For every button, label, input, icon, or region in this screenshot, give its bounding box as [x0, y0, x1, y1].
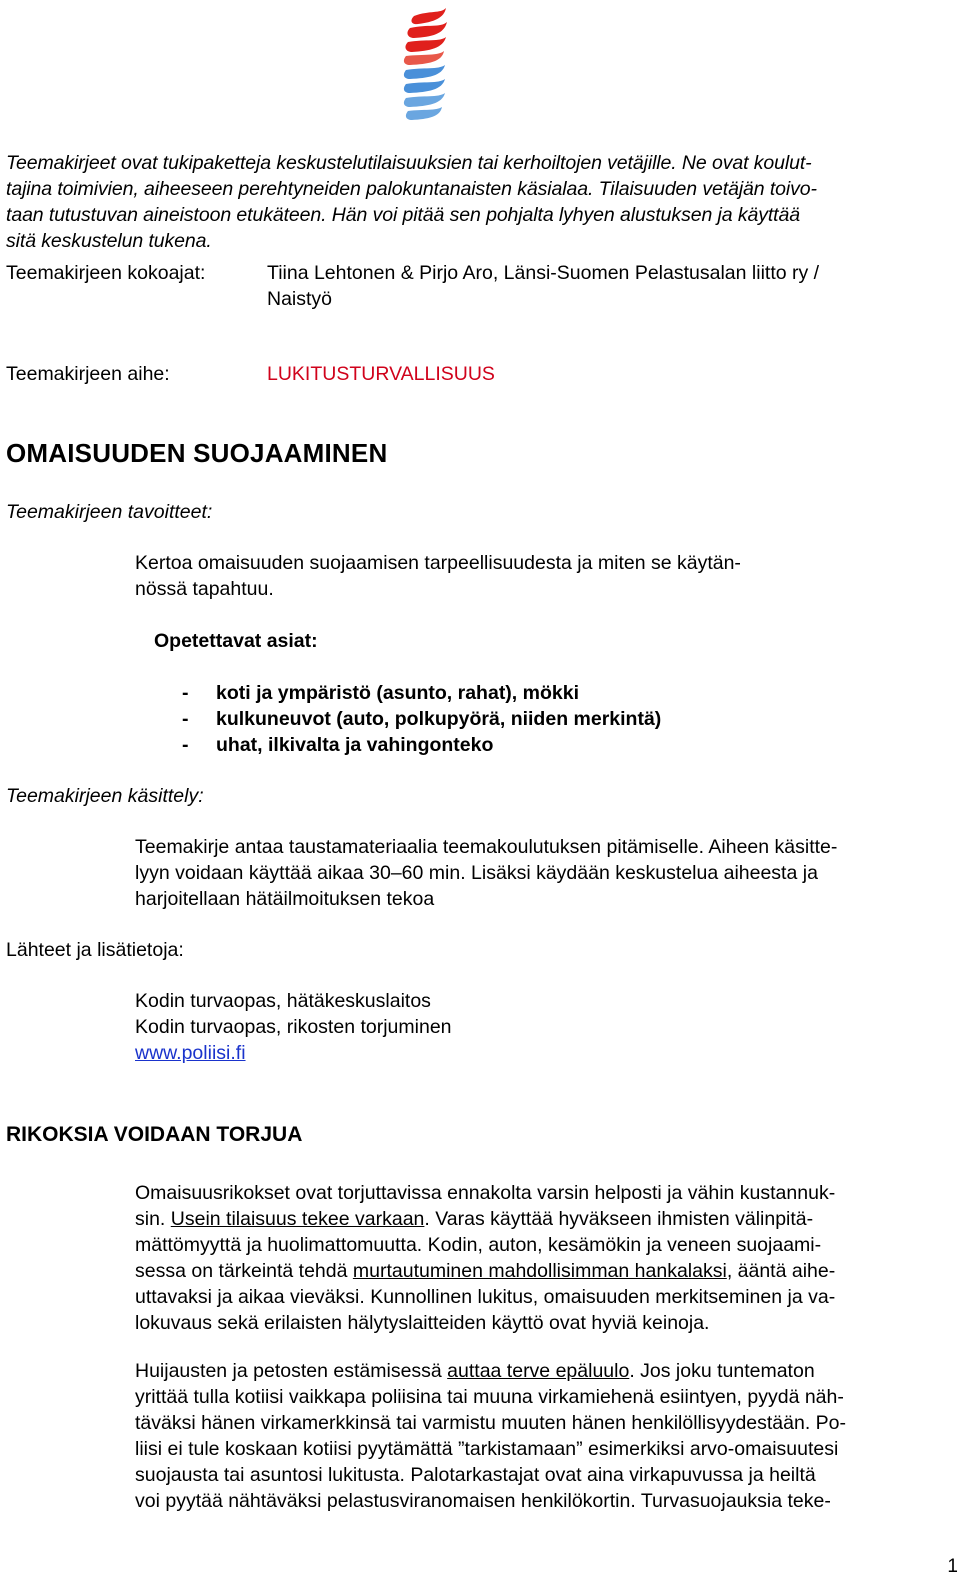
- text-run: , ääntä aihe-: [726, 1260, 836, 1282]
- topics-list: [182, 680, 661, 758]
- dash-bullet: -: [182, 682, 189, 704]
- intro-line: Teemakirjeet ovat tukipaketteja keskustelutilaisuuksien tai kerhoiltojen vetäjille. Ne ovat koulut-: [6, 152, 812, 174]
- underlined-text: Usein tilaisuus tekee varkaan: [170, 1208, 425, 1230]
- underlined-text: auttaa terve epäluulo: [447, 1360, 630, 1382]
- goals-line: nössä tapahtuu.: [135, 578, 274, 600]
- text-line: [135, 1258, 955, 1284]
- intro-line: tajina toimivien, aiheeseen perehtyneiden palokuntanaisten käsialaa. Tilaisuuden vetäjän toivo-: [6, 178, 817, 200]
- topic-value: LUKITUSTURVALLISUUS: [267, 363, 495, 385]
- text-line: lokuvaus sekä erilaisten hälytyslaitteiden käyttö ovat hyviä keinoja.: [135, 1312, 710, 1334]
- topic-item-text: kulkuneuvot (auto, polkupyörä, niiden merkintä): [216, 708, 662, 730]
- text-line: liisi ei tule koskaan kotiisi pyytämättä ”tarkistamaan” esimerkiksi arvo-omaisuutesi: [135, 1438, 839, 1460]
- text-line: yrittää tulla kotiisi vaikkapa poliisina tai muuna virkamiehenä esiintyen, pyydä näh-: [135, 1386, 844, 1408]
- text-line: voi pyytää nähtäväksi pelastusviranomaisen henkilökortin. Turvasuojauksia teke-: [135, 1490, 831, 1512]
- dash-bullet: -: [182, 734, 189, 756]
- dash-bullet: -: [182, 708, 189, 730]
- intro-line: taan tutustuvan aineistoon etukäteen. Hän voi pitää sen pohjalta lyhyen alustuksen ja käyttää: [6, 204, 800, 226]
- underlined-text: murtautuminen mahdollisimman hankalaksi: [352, 1260, 727, 1282]
- goals-line: Kertoa omaisuuden suojaamisen tarpeellisuudesta ja miten se käytän-: [135, 552, 741, 574]
- sources-label: Lähteet ja lisätietoja:: [6, 939, 184, 961]
- handling-text: [135, 834, 837, 912]
- topic-item-text: koti ja ympäristö (asunto, rahat), mökki: [216, 682, 579, 704]
- list-item: [182, 732, 661, 758]
- text-run: sessa on tärkeintä tehdä: [135, 1260, 353, 1282]
- section-heading-rikoksia: RIKOKSIA VOIDAAN TORJUA: [6, 1123, 303, 1146]
- text-line: uttavaksi ja aikaa vieväksi. Kunnollinen lukitus, omaisuuden merkitseminen ja va-: [135, 1286, 836, 1308]
- intro-line: sitä keskustelun tukena.: [6, 230, 212, 252]
- crime-paragraph-2: [135, 1358, 955, 1514]
- text-run: . Jos joku tuntematon: [629, 1360, 815, 1382]
- text-run: Huijausten ja petosten estämisessä: [135, 1360, 448, 1382]
- text-line: [135, 1206, 955, 1232]
- crime-paragraph-1: [135, 1180, 955, 1336]
- authors-line: Naistyö: [267, 288, 333, 310]
- text-line: täväksi hänen virkamerkkinsä tai varmistu muuten hänen henkilöllisyydestään. Po-: [135, 1412, 847, 1434]
- handling-line: Teemakirje antaa taustamateriaalia teemakoulutuksen pitämiselle. Aiheen käsitte-: [135, 836, 838, 858]
- topic-item-text: uhat, ilkivalta ja vahingonteko: [216, 734, 494, 756]
- goals-text: [135, 550, 741, 602]
- handling-line: harjoitellaan hätäilmoituksen tekoa: [135, 888, 435, 910]
- page-number: 1: [947, 1556, 958, 1577]
- text-line: mättömyyttä ja huolimattomuutta. Kodin, auton, kesämökin ja veneen suojaami-: [135, 1234, 822, 1256]
- text-line: [135, 1358, 955, 1384]
- text-line: Omaisuusrikokset ovat torjuttavissa ennakolta varsin helposti ja vähin kustannuk-: [135, 1182, 836, 1204]
- source-item: Kodin turvaopas, hätäkeskuslaitos: [135, 990, 431, 1012]
- poliisi-link[interactable]: www.poliisi.fi: [135, 1042, 246, 1064]
- topics-label: Opetettavat asiat:: [154, 630, 318, 652]
- handling-line: lyyn voidaan käyttää aikaa 30–60 min. Lisäksi käydään keskustelua aiheesta ja: [135, 862, 818, 884]
- intro-paragraph: [6, 150, 956, 254]
- list-item: [182, 680, 661, 706]
- text-line: suojausta tai asuntosi lukitusta. Palotarkastajat ovat aina virkapuvussa ja heiltä: [135, 1464, 816, 1486]
- flame-logo-icon: [400, 6, 450, 126]
- section-heading-omaisuuden: OMAISUUDEN SUOJAAMINEN: [6, 438, 388, 468]
- list-item: [182, 706, 661, 732]
- authors-label: Teemakirjeen kokoajat:: [6, 262, 206, 284]
- topic-label: Teemakirjeen aihe:: [6, 363, 170, 385]
- source-item: Kodin turvaopas, rikosten torjuminen: [135, 1016, 452, 1038]
- text-run: . Varas käyttää hyväkseen ihmisten välinpitä-: [424, 1208, 814, 1230]
- goals-label: Teemakirjeen tavoitteet:: [6, 501, 213, 523]
- sources-list: [135, 988, 452, 1066]
- authors-value: [267, 260, 819, 312]
- text-run: sin.: [135, 1208, 171, 1230]
- authors-line: Tiina Lehtonen & Pirjo Aro, Länsi-Suomen Pelastusalan liitto ry /: [267, 262, 820, 284]
- handling-label: Teemakirjeen käsittely:: [6, 785, 204, 807]
